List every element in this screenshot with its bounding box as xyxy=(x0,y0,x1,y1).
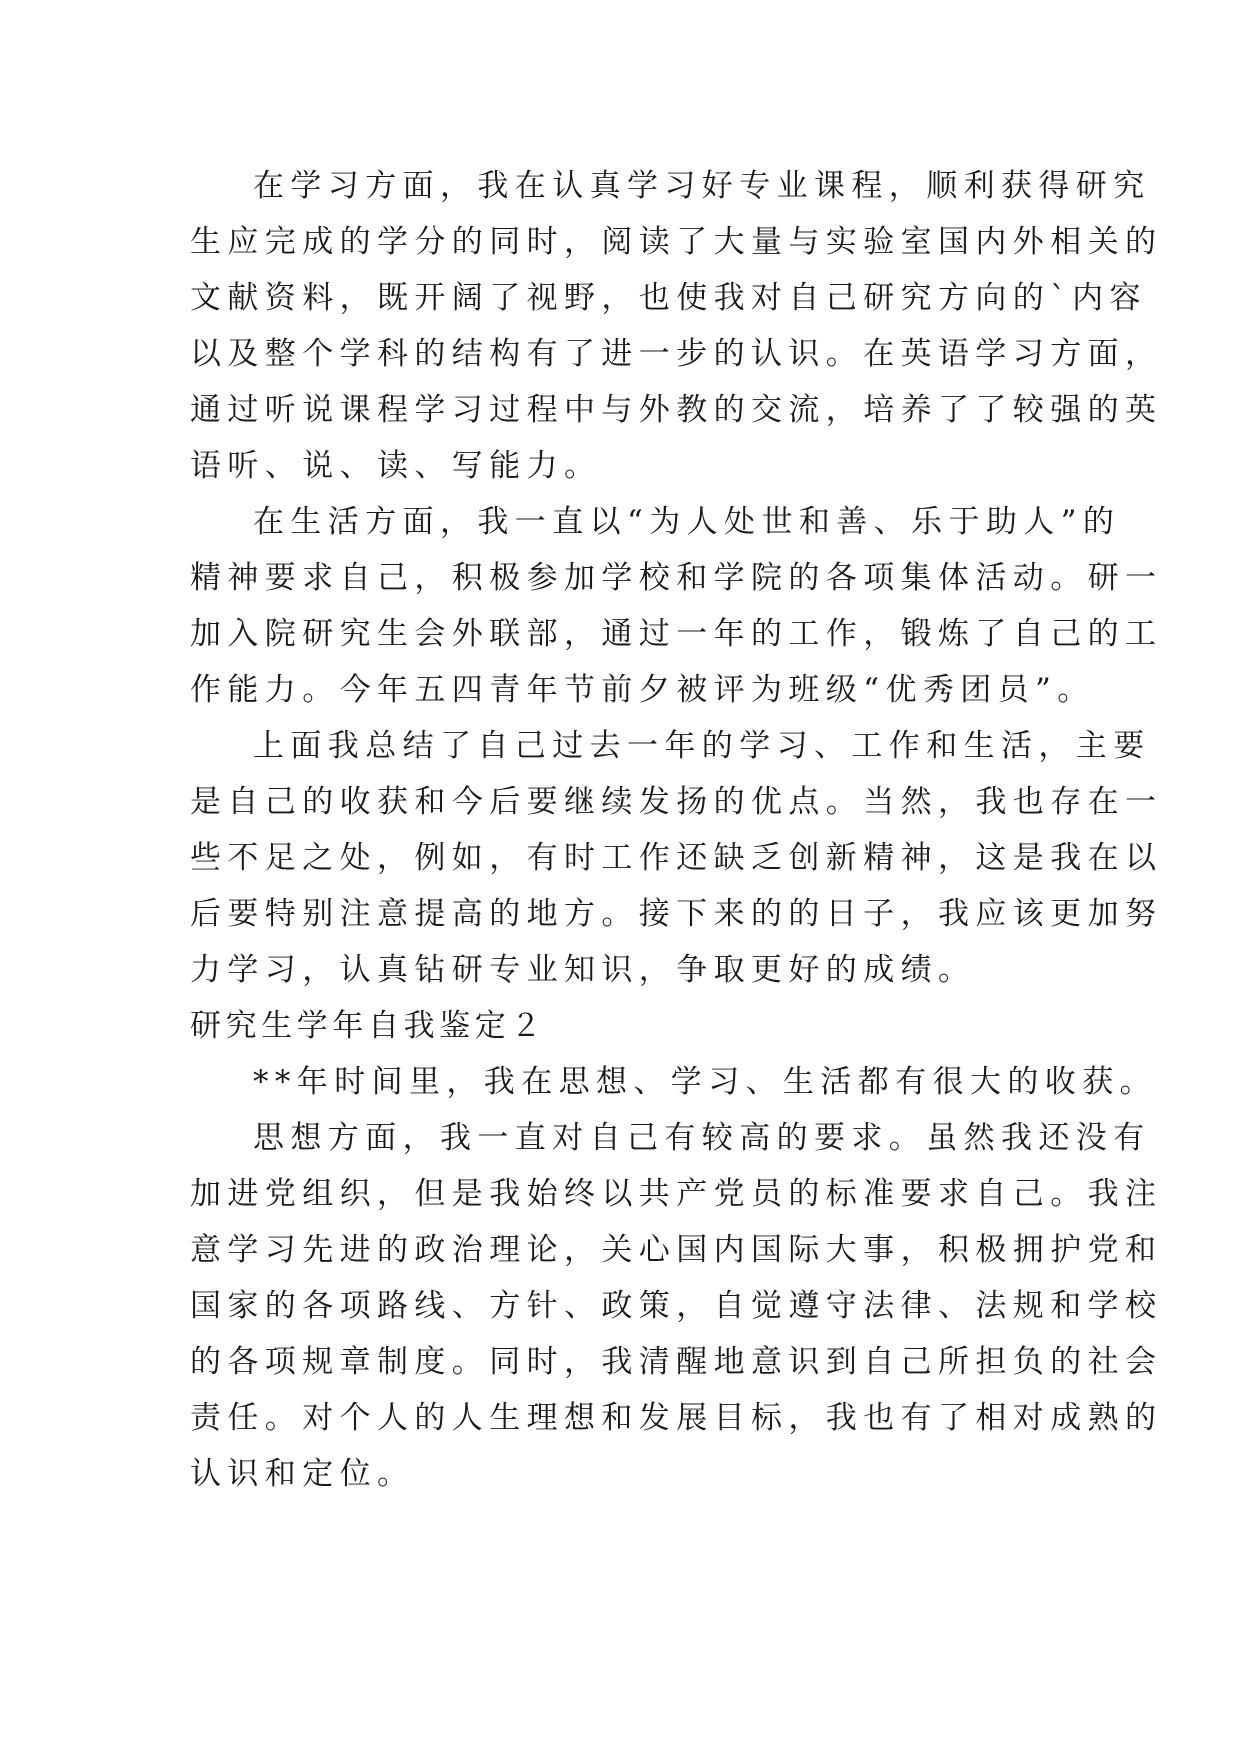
paragraph-line: 些不足之处，例如，有时工作还缺乏创新精神，这是我在以 xyxy=(190,840,1163,876)
paragraph-line: 生应完成的学分的同时，阅读了大量与实验室国内外相关的 xyxy=(190,224,1163,260)
paragraph-line: 国家的各项路线、方针、政策，自觉遵守法律、法规和学校 xyxy=(190,1288,1163,1324)
paragraph-line: 上面我总结了自己过去一年的学习、工作和生活，主要 xyxy=(253,728,1151,764)
paragraph-line: 责任。对个人的人生理想和发展目标，我也有了相对成熟的 xyxy=(190,1400,1163,1436)
paragraph-line: 意学习先进的政治理论，关心国内国际大事，积极拥护党和 xyxy=(190,1232,1163,1268)
paragraph-line: 语听、说、读、写能力。 xyxy=(190,448,602,484)
paragraph-line: 精神要求自己，积极参加学校和学院的各项集体活动。研一 xyxy=(190,560,1163,596)
paragraph-line: 文献资料，既开阔了视野，也使我对自己研究方向的`内容 xyxy=(190,280,1147,316)
paragraph-line: 认识和定位。 xyxy=(190,1456,415,1492)
paragraph-line: 加进党组织，但是我始终以共产党员的标准要求自己。我注 xyxy=(190,1176,1163,1212)
paragraph-line: 是自己的收获和今后要继续发扬的优点。当然，我也存在一 xyxy=(190,784,1163,820)
paragraph-line: 通过听说课程学习过程中与外教的交流，培养了了较强的英 xyxy=(190,392,1163,428)
paragraph-line: 的各项规章制度。同时，我清醒地意识到自己所担负的社会 xyxy=(190,1344,1163,1380)
paragraph-line: 在学习方面，我在认真学习好专业课程，顺利获得研究 xyxy=(253,168,1151,204)
paragraph-line: 思想方面，我一直对自己有较高的要求。虽然我还没有 xyxy=(253,1120,1151,1156)
section-heading: 研究生学年自我鉴定２ xyxy=(190,1008,546,1044)
paragraph-line: 加入院研究生会外联部，通过一年的工作，锻炼了自己的工 xyxy=(190,616,1163,652)
paragraph-line: 后要特别注意提高的地方。接下来的的日子，我应该更加努 xyxy=(190,896,1163,932)
paragraph-line: 作能力。今年五四青年节前夕被评为班级“优秀团员”。 xyxy=(190,672,1095,708)
paragraph-line: 力学习，认真钻研专业知识，争取更好的成绩。 xyxy=(190,952,976,988)
paragraph-line: **年时间里，我在思想、学习、生活都有很大的收获。 xyxy=(253,1064,1157,1100)
paragraph-line: 在生活方面，我一直以“为人处世和善、乐于助人”的 xyxy=(253,504,1121,540)
paragraph-line: 以及整个学科的结构有了进一步的认识。在英语学习方面， xyxy=(190,336,1163,372)
